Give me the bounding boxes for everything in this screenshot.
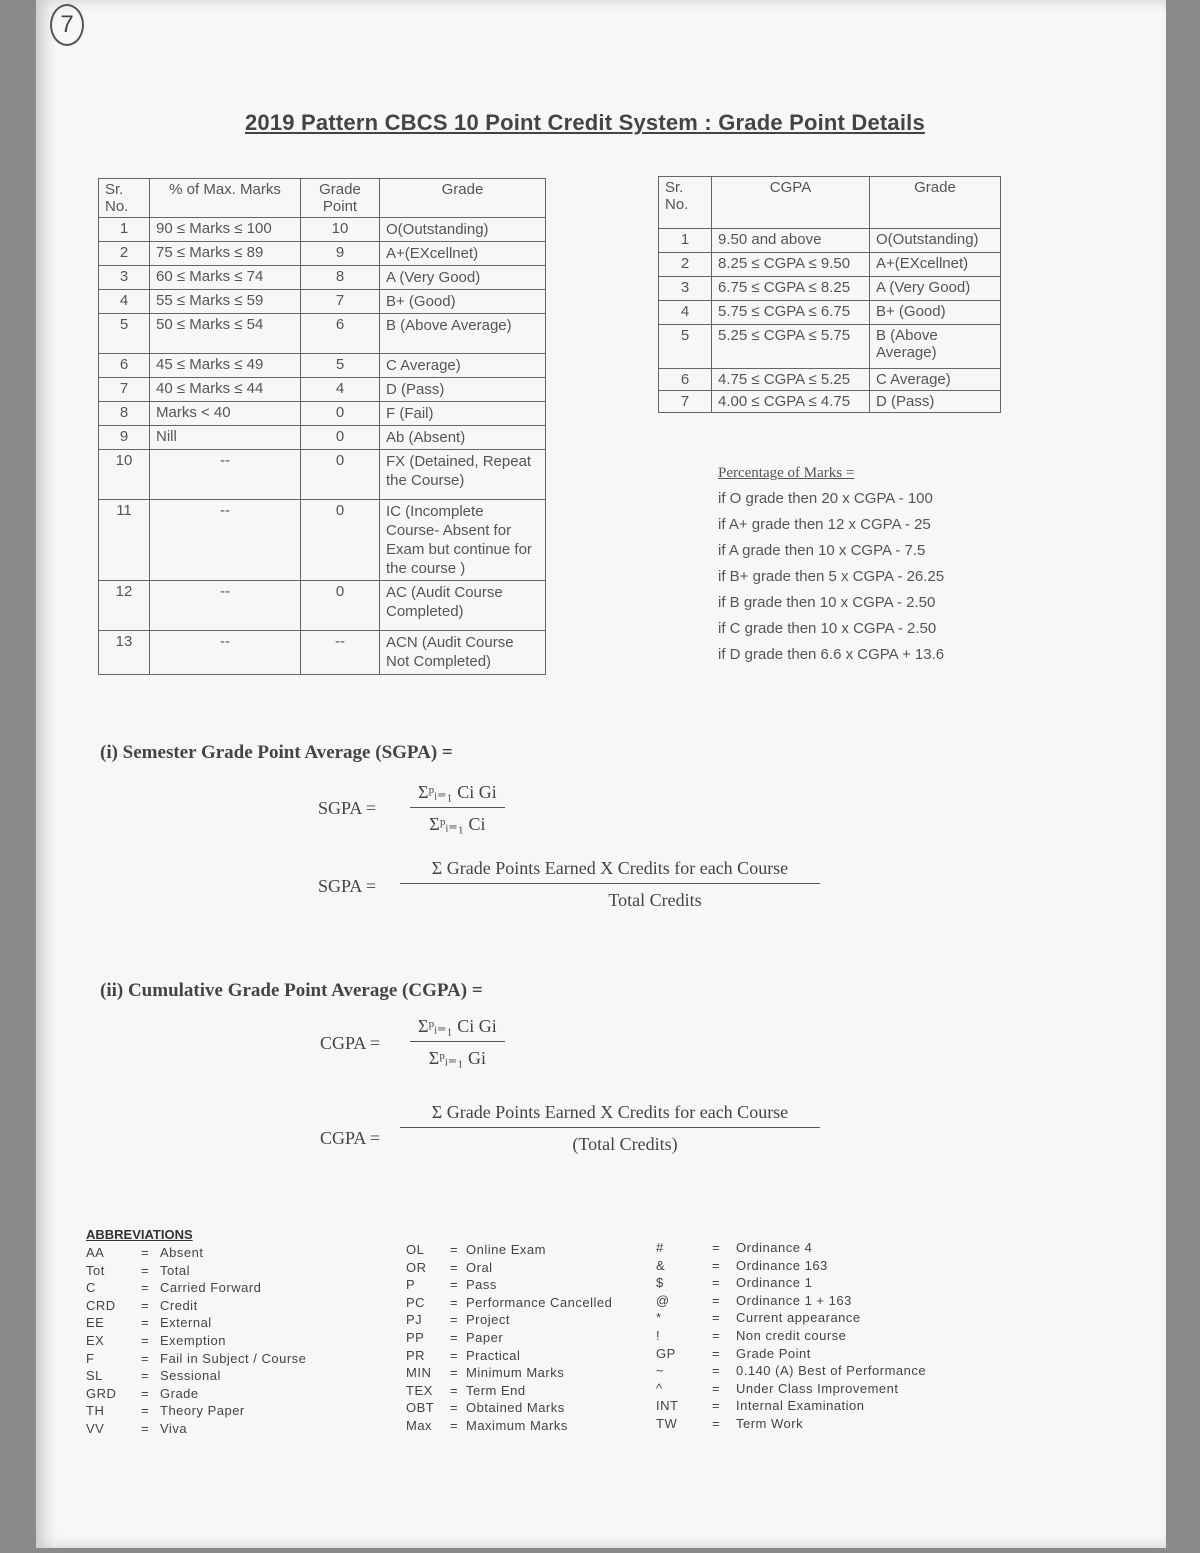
equals-sign: = — [140, 1280, 150, 1296]
abbreviation-key: PP — [406, 1329, 425, 1345]
abbreviation-item — [406, 1294, 612, 1312]
abbreviation-key: @ — [656, 1292, 670, 1308]
table-row — [99, 631, 546, 675]
table-row — [659, 277, 1001, 301]
abbreviation-value: Obtained Marks — [466, 1400, 565, 1416]
equals-sign: = — [449, 1294, 459, 1310]
cell-sr-no: 6 — [659, 369, 712, 391]
cell-grade: AC (Audit Course Completed) — [380, 581, 546, 631]
cell-grade-point: 0 — [301, 426, 380, 450]
abbreviation-key: F — [86, 1350, 95, 1366]
cell-marks: Marks < 40 — [150, 402, 301, 426]
abbreviation-item — [406, 1382, 612, 1400]
table-row — [99, 426, 546, 450]
table-row — [99, 581, 546, 631]
cell-sr-no: 7 — [99, 378, 150, 402]
abbreviation-key: OBT — [406, 1400, 435, 1416]
abbreviation-item — [86, 1279, 306, 1297]
cell-marks: -- — [150, 631, 301, 675]
equals-sign: = — [140, 1420, 150, 1436]
abbreviation-key: SL — [86, 1368, 103, 1384]
equals-sign: = — [140, 1297, 150, 1313]
abbreviation-item — [656, 1309, 926, 1327]
abbreviation-key: INT — [656, 1398, 679, 1414]
equals-sign: = — [711, 1257, 721, 1273]
abbreviation-key: OR — [406, 1259, 427, 1275]
abbreviation-value: External — [160, 1315, 212, 1331]
cell-cgpa: 5.25 ≤ CGPA ≤ 5.75 — [712, 325, 870, 369]
table-row — [99, 450, 546, 500]
cgpa-text-numerator: Σ Grade Points Earned X Credits for each Course — [400, 1102, 820, 1128]
cell-grade-point: -- — [301, 631, 380, 675]
abbreviations-column-2 — [406, 1241, 612, 1435]
abbreviation-item — [406, 1417, 612, 1435]
abbreviation-key: OL — [406, 1242, 425, 1257]
cell-sr-no: 1 — [99, 218, 150, 242]
cell-marks: -- — [150, 450, 301, 500]
table-row — [99, 402, 546, 426]
abbreviation-item — [86, 1367, 306, 1385]
percentage-line: if B+ grade then 5 x CGPA - 26.25 — [718, 568, 945, 585]
abbreviation-value: Performance Cancelled — [466, 1294, 613, 1310]
abbreviation-item — [656, 1380, 926, 1398]
equals-sign: = — [449, 1382, 459, 1398]
abbreviation-item — [656, 1397, 926, 1415]
abbreviation-item — [86, 1402, 306, 1420]
abbreviation-item — [406, 1399, 612, 1417]
abbreviation-item — [86, 1297, 306, 1315]
abbreviation-item — [406, 1329, 612, 1347]
cgpa-formula-denominator: Σᵖᵢ₌₁ Gi — [428, 1048, 487, 1068]
equals-sign: = — [711, 1292, 721, 1308]
equals-sign: = — [140, 1350, 150, 1366]
abbreviation-value: Credit — [160, 1297, 198, 1313]
abbreviation-value: Pass — [466, 1277, 497, 1293]
table-row — [99, 354, 546, 378]
cell-cgpa: 4.00 ≤ CGPA ≤ 4.75 — [712, 391, 870, 413]
table-row — [659, 325, 1001, 369]
cell-grade: A+(EXcellnet) — [870, 253, 1001, 277]
cell-grade-point: 10 — [301, 218, 380, 242]
cell-cgpa: 6.75 ≤ CGPA ≤ 8.25 — [712, 277, 870, 301]
abbreviation-value: Sessional — [160, 1368, 221, 1384]
cell-cgpa: 5.75 ≤ CGPA ≤ 6.75 — [712, 301, 870, 325]
abbreviation-key: EX — [86, 1332, 105, 1348]
abbreviations-column-1 — [86, 1244, 306, 1438]
cgpa-text-formula — [400, 1102, 820, 1155]
abbreviation-key: * — [656, 1310, 662, 1326]
cell-grade-point: 5 — [301, 354, 380, 378]
sgpa-text-denominator: Total Credits — [608, 890, 702, 910]
cell-sr-no: 12 — [99, 581, 150, 631]
abbreviation-key: PR — [406, 1347, 426, 1363]
abbreviation-key: P — [406, 1277, 416, 1293]
equals-sign: = — [711, 1363, 721, 1379]
abbreviation-value: Ordinance 1 + 163 — [736, 1292, 852, 1308]
table-row — [99, 500, 546, 581]
abbreviation-key: GP — [656, 1345, 676, 1361]
percentage-line: if O grade then 20 x CGPA - 100 — [718, 490, 933, 507]
cell-grade-point: 9 — [301, 242, 380, 266]
abbreviation-key: TEX — [406, 1382, 433, 1398]
abbreviation-item — [656, 1345, 926, 1363]
cell-cgpa: 9.50 and above — [712, 229, 870, 253]
equals-sign: = — [449, 1329, 459, 1345]
cell-sr-no: 9 — [99, 426, 150, 450]
equals-sign: = — [140, 1262, 150, 1278]
cell-sr-no: 5 — [99, 314, 150, 354]
equals-sign: = — [711, 1345, 721, 1361]
abbreviation-item — [86, 1385, 306, 1403]
equals-sign: = — [449, 1347, 459, 1363]
cell-sr-no: 10 — [99, 450, 150, 500]
abbreviation-item — [406, 1241, 612, 1259]
abbreviation-value: Carried Forward — [160, 1280, 262, 1296]
sgpa-formula-denominator: Σᵖᵢ₌₁ Ci — [429, 814, 486, 834]
table-row — [99, 242, 546, 266]
cell-marks: 75 ≤ Marks ≤ 89 — [150, 242, 301, 266]
abbreviation-value: Exemption — [160, 1332, 226, 1348]
cgpa-text-denominator: (Total Credits) — [572, 1134, 678, 1154]
equals-sign: = — [711, 1275, 721, 1291]
percentage-line: if D grade then 6.6 x CGPA + 13.6 — [718, 646, 945, 663]
abbreviation-item — [406, 1276, 612, 1294]
table-row — [659, 391, 1001, 413]
abbreviation-value: Oral — [466, 1259, 493, 1275]
grade-point-table — [98, 178, 546, 675]
cell-grade-point: 6 — [301, 314, 380, 354]
abbreviation-key: ~ — [656, 1363, 665, 1379]
equals-sign: = — [449, 1400, 459, 1416]
abbreviation-value: Ordinance 1 — [736, 1275, 813, 1291]
equals-sign: = — [140, 1332, 150, 1348]
abbreviation-value: Ordinance 163 — [736, 1257, 828, 1273]
header-grade-point: Grade Point — [301, 179, 380, 218]
percentage-line: if A+ grade then 12 x CGPA - 25 — [718, 516, 931, 533]
sgpa-text-formula — [400, 858, 820, 911]
abbreviation-value: 0.140 (A) Best of Performance — [736, 1363, 927, 1379]
cell-grade: IC (Incomplete Course- Absent for Exam but continue for the course ) — [380, 500, 546, 581]
abbreviation-key: & — [656, 1257, 666, 1273]
abbreviation-item — [656, 1239, 926, 1257]
cell-grade: B+ (Good) — [380, 290, 546, 314]
cell-grade: D (Pass) — [870, 391, 1001, 413]
cell-grade-point: 0 — [301, 500, 380, 581]
abbreviation-item — [86, 1244, 306, 1262]
abbreviation-key: TW — [656, 1415, 678, 1431]
cell-marks: 90 ≤ Marks ≤ 100 — [150, 218, 301, 242]
equals-sign: = — [140, 1403, 150, 1419]
cell-sr-no: 2 — [99, 242, 150, 266]
abbreviation-item — [86, 1350, 306, 1368]
sgpa-heading: (i) Semester Grade Point Average (SGPA) = — [100, 742, 453, 763]
cell-grade: Ab (Absent) — [380, 426, 546, 450]
abbreviation-item — [86, 1420, 306, 1438]
equals-sign: = — [711, 1240, 721, 1255]
percentage-heading: Percentage of Marks = — [718, 465, 855, 481]
abbreviation-value: Internal Examination — [736, 1398, 865, 1414]
sgpa-formula — [410, 782, 505, 835]
equals-sign: = — [711, 1310, 721, 1326]
abbreviation-value: Term End — [466, 1382, 526, 1398]
abbreviation-value: Grade — [160, 1385, 199, 1401]
abbreviation-item — [406, 1364, 612, 1382]
cgpa-formula-numerator: Σᵖᵢ₌₁ Ci Gi — [410, 1016, 505, 1042]
abbreviation-value: Paper — [466, 1329, 504, 1345]
cell-sr-no: 1 — [659, 229, 712, 253]
equals-sign: = — [711, 1415, 721, 1431]
abbreviation-item — [656, 1415, 926, 1433]
abbreviation-item — [406, 1347, 612, 1365]
table-row — [99, 290, 546, 314]
header-grade: Grade — [380, 179, 546, 218]
abbreviation-value: Maximum Marks — [466, 1417, 568, 1433]
abbreviation-item — [656, 1362, 926, 1380]
cell-marks: 55 ≤ Marks ≤ 59 — [150, 290, 301, 314]
cell-marks: 50 ≤ Marks ≤ 54 — [150, 314, 301, 354]
abbreviation-key: # — [656, 1240, 664, 1255]
equals-sign: = — [140, 1245, 150, 1260]
abbreviation-value: Theory Paper — [160, 1403, 245, 1419]
abbreviation-value: Viva — [160, 1420, 188, 1436]
cgpa-formula — [410, 1016, 505, 1069]
cell-sr-no: 2 — [659, 253, 712, 277]
abbreviation-item — [656, 1274, 926, 1292]
abbreviation-value: Ordinance 4 — [736, 1240, 813, 1255]
abbreviation-key: AA — [86, 1245, 105, 1260]
abbreviation-item — [656, 1292, 926, 1310]
cell-grade: A+(EXcellnet) — [380, 242, 546, 266]
abbreviation-value: Minimum Marks — [466, 1365, 565, 1381]
cell-sr-no: 3 — [99, 266, 150, 290]
cell-marks: 40 ≤ Marks ≤ 44 — [150, 378, 301, 402]
cgpa-label-1: CGPA = — [320, 1033, 381, 1053]
cell-sr-no: 7 — [659, 391, 712, 413]
table-row — [99, 266, 546, 290]
cell-grade-point: 0 — [301, 581, 380, 631]
header-cgpa: CGPA — [712, 177, 870, 229]
abbreviation-value: Practical — [466, 1347, 521, 1363]
cell-sr-no: 5 — [659, 325, 712, 369]
abbreviation-key: VV — [86, 1420, 105, 1436]
cell-grade: D (Pass) — [380, 378, 546, 402]
sgpa-text-numerator: Σ Grade Points Earned X Credits for each Course — [400, 858, 820, 884]
table-header-row — [99, 179, 546, 218]
table-row — [659, 301, 1001, 325]
cell-grade-point: 7 — [301, 290, 380, 314]
header-sr-no: Sr. No. — [99, 179, 150, 218]
abbreviation-key: PJ — [406, 1312, 423, 1328]
page-number: 7 — [50, 4, 84, 46]
table-row — [659, 369, 1001, 391]
percentage-line: if B grade then 10 x CGPA - 2.50 — [718, 594, 936, 611]
abbreviation-key: GRD — [86, 1385, 117, 1401]
cell-grade: A (Very Good) — [380, 266, 546, 290]
cell-grade: A (Very Good) — [870, 277, 1001, 301]
abbreviation-item — [656, 1257, 926, 1275]
cell-grade: F (Fail) — [380, 402, 546, 426]
cell-marks: -- — [150, 500, 301, 581]
abbreviation-key: PC — [406, 1294, 426, 1310]
abbreviation-item — [86, 1314, 306, 1332]
abbreviation-item — [86, 1262, 306, 1280]
table-row — [99, 378, 546, 402]
equals-sign: = — [449, 1365, 459, 1381]
cell-grade: O(Outstanding) — [380, 218, 546, 242]
abbreviation-item — [406, 1259, 612, 1277]
abbreviation-key: C — [86, 1280, 96, 1296]
cell-grade-point: 0 — [301, 402, 380, 426]
abbreviation-value: Fail in Subject / Course — [160, 1350, 307, 1366]
cgpa-label-2: CGPA = — [320, 1128, 381, 1148]
sgpa-label-1: SGPA = — [318, 798, 377, 818]
table-row — [99, 218, 546, 242]
cell-grade: ACN (Audit Course Not Completed) — [380, 631, 546, 675]
header-sr-no: Sr. No. — [659, 177, 712, 229]
abbreviation-item — [406, 1311, 612, 1329]
cell-grade-point: 0 — [301, 450, 380, 500]
table-row — [659, 253, 1001, 277]
abbreviation-value: Term Work — [736, 1415, 804, 1431]
equals-sign: = — [449, 1242, 459, 1257]
cell-grade: B (Above Average) — [870, 325, 1001, 369]
header-marks: % of Max. Marks — [150, 179, 301, 218]
abbreviation-value: Total — [160, 1262, 190, 1278]
table-row — [659, 229, 1001, 253]
percentage-line: if A grade then 10 x CGPA - 7.5 — [718, 542, 926, 559]
table-header-row — [659, 177, 1001, 229]
cell-grade-point: 8 — [301, 266, 380, 290]
equals-sign: = — [449, 1259, 459, 1275]
cell-grade: C Average) — [870, 369, 1001, 391]
abbreviation-key: Max — [406, 1417, 433, 1433]
abbreviation-key: ^ — [656, 1380, 663, 1396]
cell-grade: FX (Detained, Repeat the Course) — [380, 450, 546, 500]
cell-cgpa: 8.25 ≤ CGPA ≤ 9.50 — [712, 253, 870, 277]
cell-grade: B+ (Good) — [870, 301, 1001, 325]
cell-cgpa: 4.75 ≤ CGPA ≤ 5.25 — [712, 369, 870, 391]
cell-sr-no: 4 — [659, 301, 712, 325]
abbreviation-key: MIN — [406, 1365, 432, 1381]
cgpa-table — [658, 176, 1001, 413]
cell-marks: 45 ≤ Marks ≤ 49 — [150, 354, 301, 378]
equals-sign: = — [449, 1417, 459, 1433]
abbreviations-title: ABBREVIATIONS — [86, 1227, 193, 1242]
cell-grade: B (Above Average) — [380, 314, 546, 354]
cgpa-heading: (ii) Cumulative Grade Point Average (CGPA) = — [100, 980, 483, 1001]
sgpa-formula-numerator: Σᵖᵢ₌₁ Ci Gi — [410, 782, 505, 808]
header-grade: Grade — [870, 177, 1001, 229]
abbreviation-value: Online Exam — [466, 1242, 546, 1257]
cell-sr-no: 4 — [99, 290, 150, 314]
abbreviation-value: Current appearance — [736, 1310, 861, 1326]
cell-grade: C Average) — [380, 354, 546, 378]
abbreviation-key: $ — [656, 1275, 664, 1291]
cell-sr-no: 11 — [99, 500, 150, 581]
table-row — [99, 314, 546, 354]
abbreviation-value: Grade Point — [736, 1345, 811, 1361]
abbreviation-key: ! — [656, 1327, 661, 1343]
page-title: 2019 Pattern CBCS 10 Point Credit System : Grade Point Details — [245, 110, 925, 135]
cell-marks: Nill — [150, 426, 301, 450]
cell-grade-point: 4 — [301, 378, 380, 402]
cell-sr-no: 6 — [99, 354, 150, 378]
abbreviation-key: TH — [86, 1403, 105, 1419]
equals-sign: = — [140, 1315, 150, 1331]
abbreviation-item — [656, 1327, 926, 1345]
abbreviation-value: Under Class Improvement — [736, 1380, 899, 1396]
abbreviation-value: Absent — [160, 1245, 204, 1260]
cell-grade: O(Outstanding) — [870, 229, 1001, 253]
sgpa-label-2: SGPA = — [318, 876, 377, 896]
abbreviation-key: Tot — [86, 1262, 105, 1278]
abbreviation-key: CRD — [86, 1297, 116, 1313]
percentage-line: if C grade then 10 x CGPA - 2.50 — [718, 620, 937, 637]
abbreviations-column-3 — [656, 1239, 926, 1433]
cell-marks: -- — [150, 581, 301, 631]
abbreviation-item — [86, 1332, 306, 1350]
cell-marks: 60 ≤ Marks ≤ 74 — [150, 266, 301, 290]
abbreviation-key: EE — [86, 1315, 105, 1331]
equals-sign: = — [140, 1368, 150, 1384]
percentage-of-marks — [718, 460, 944, 668]
equals-sign: = — [711, 1380, 721, 1396]
cell-sr-no: 3 — [659, 277, 712, 301]
cell-sr-no: 8 — [99, 402, 150, 426]
equals-sign: = — [711, 1327, 721, 1343]
abbreviation-value: Non credit course — [736, 1327, 847, 1343]
equals-sign: = — [449, 1277, 459, 1293]
equals-sign: = — [711, 1398, 721, 1414]
cell-sr-no: 13 — [99, 631, 150, 675]
equals-sign: = — [449, 1312, 459, 1328]
equals-sign: = — [140, 1385, 150, 1401]
abbreviation-value: Project — [466, 1312, 510, 1328]
